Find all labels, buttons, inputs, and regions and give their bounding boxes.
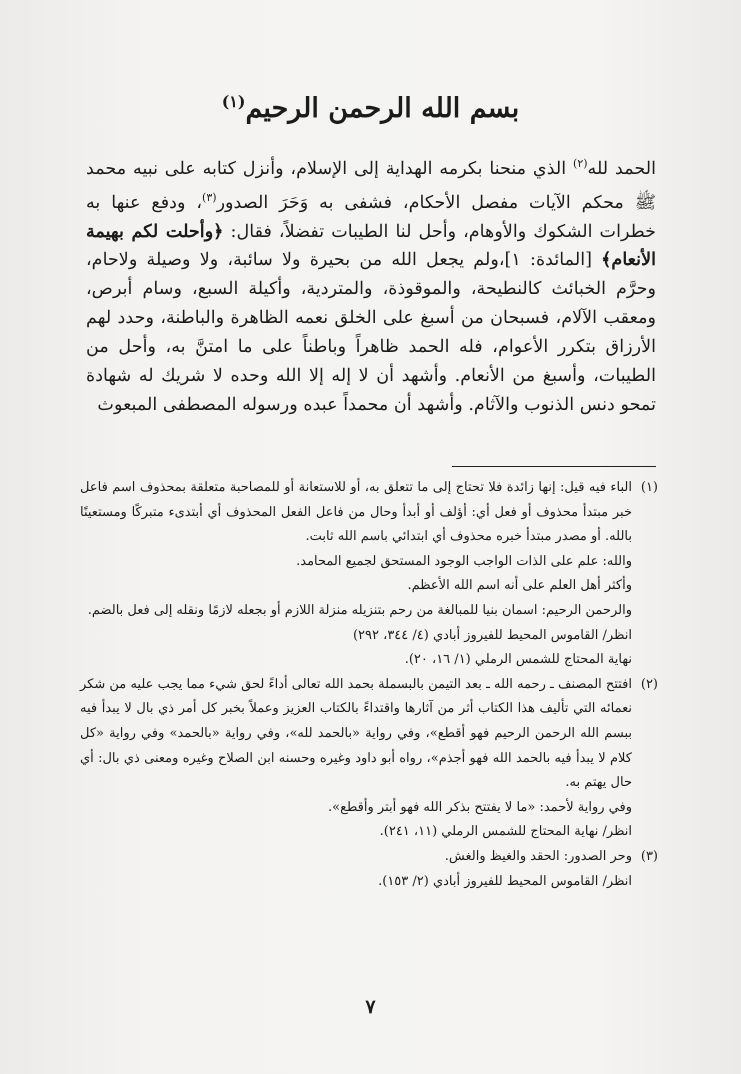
main-text-part-1: الحمد لله	[587, 158, 656, 179]
footnote-ref-2: (٢)	[573, 157, 588, 170]
footnote-2-text: افتتح المصنف ـ رحمه الله ـ بعد التيمن بالبسملة بحمد الله تعالى أداءً لحق شيء مما يجب عليه من شكر نعمائه التي تأليف هذا الكتاب أثر من آثارها واقتداءً بالكتاب العزيز وعملاً بخبر كل أمر ذي بال لا يبدأ فيه ببسم الله الرحمن الرحيم فهو أقطع»، وفي رواية «بالحمد لله»، وفي رواية «بالحمد» وفي رواية «كل كلام لا يبدأ فيه بالحمد الله فهو أجذم»، رواه أبو داود وغيره وحسنه ابن الصلاح وغيره ومعنى ذي بال: أي حال يهتم به.	[80, 676, 632, 791]
footnotes	[80, 476, 658, 894]
footnote-2-number: (٢)	[640, 676, 658, 692]
footnote-2-ahmad: وفي رواية لأحمد: «ما لا يفتتح بذكر الله فهو أبتر وأقطع».	[328, 799, 632, 815]
footnote-1-allah: والله: علم على الذات الواجب الوجود المستحق لجميع المحامد.	[296, 553, 632, 569]
footnote-1-ref-2: نهاية المحتاج للشمس الرملي (١/ ١٦، ٢٠).	[404, 652, 632, 668]
title-footnote-ref: (١)	[221, 92, 246, 111]
footnote-1-allah-2: وأكثر أهل العلم على أنه اسم الله الأعظم.	[407, 578, 632, 594]
main-paragraph	[86, 150, 656, 420]
main-text	[86, 150, 656, 420]
footnote-1-ref-1: انظر/ القاموس المحيط للفيروز أبادي (٤/ ٣٤٤، ٢٩٢)	[352, 627, 632, 643]
quran-quote: ﴿وأحلت لكم بهيمة الأنعام﴾	[86, 220, 656, 271]
footnote-1	[80, 476, 658, 550]
footnote-ref-3: (٣)	[202, 190, 217, 204]
footnote-3	[80, 845, 658, 870]
footnote-1-text: الباء فيه قيل: إنها زائدة فلا تحتاج إلى ما تتعلق به، أو للاستعانة أو للمصاحبة متعلقة بمحذوف اسم فاعل خبر مبتدأ محذوف أو فعل أي: أؤلف أو أبدأ وحال من فاعل الفعل المحذوف أي أبتدىء متبركًا ومستعينًا بالله. أو مصدر مبتدأ خبره محذوف أي ابتدائي باسم الله ثابت.	[80, 480, 632, 545]
footnote-1-rahman: والرحمن الرحيم: اسمان بنيا للمبالغة من رحم بتنزيله منزلة اللازم أو بجعله لازمًا ونقله إلى فعل بالضم.	[87, 602, 632, 618]
footnote-3-text: وحر الصدور: الحقد والغيظ والغش.	[444, 848, 632, 864]
page-number: ٧	[365, 996, 376, 1018]
footnote-1-number: (١)	[640, 480, 658, 495]
footnote-3-number: (٣)	[640, 848, 658, 864]
title-text: بسم الله الرحمن الرحيم	[245, 93, 520, 124]
main-text-part-3: ، ودفع عنها به خطرات الشكوك والأوهام، وأحل لنا الطيبات تفضلاً، فقال:	[86, 192, 657, 242]
main-text-part-2: الذي منحنا بكرمه الهداية إلى الإسلام، وأنزل كتابه على نبيه محمد ﷺ محكم الآيات مفصل الأحكام، فشفى به وَحَرَ الصدور	[86, 158, 656, 213]
main-text-part-4: [المائدة: ١]،ولم يجعل الله من بحيرة ولا سائبة، ولا وصيلة ولاحام، وحرَّم الخبائث كالنطيحة، والموقوذة، والمتردية، وأكيلة السبع، وسام أبرص، ومعقب الآلام، فسبحان من أسبغ على الخلق نعمه الظاهرة والباطنة، وحدد لهم الأرزاق بتكرر الأعوام، فله الحمد ظاهراً وباطناً على ما امتنَّ به، وأحل من الطيبات، وأسبغ من الأنعام. وأشهد أن لا إله إلا الله وحده لا شريك له شهادة تمحو دنس الذنوب والآثام. وأشهد أن محمداً عبده ورسوله المصطفى المبعوث	[86, 250, 656, 415]
page-title	[0, 92, 741, 124]
footnote-2	[80, 673, 658, 796]
footnote-3-ref: انظر/ القاموس المحيط للفيروز أبادي (٢/ ١٥٣).	[378, 873, 632, 889]
footnote-separator	[452, 466, 656, 467]
footnote-2-ref: انظر/ نهاية المحتاج للشمس الرملي (١١، ٢٤١).	[379, 824, 632, 840]
